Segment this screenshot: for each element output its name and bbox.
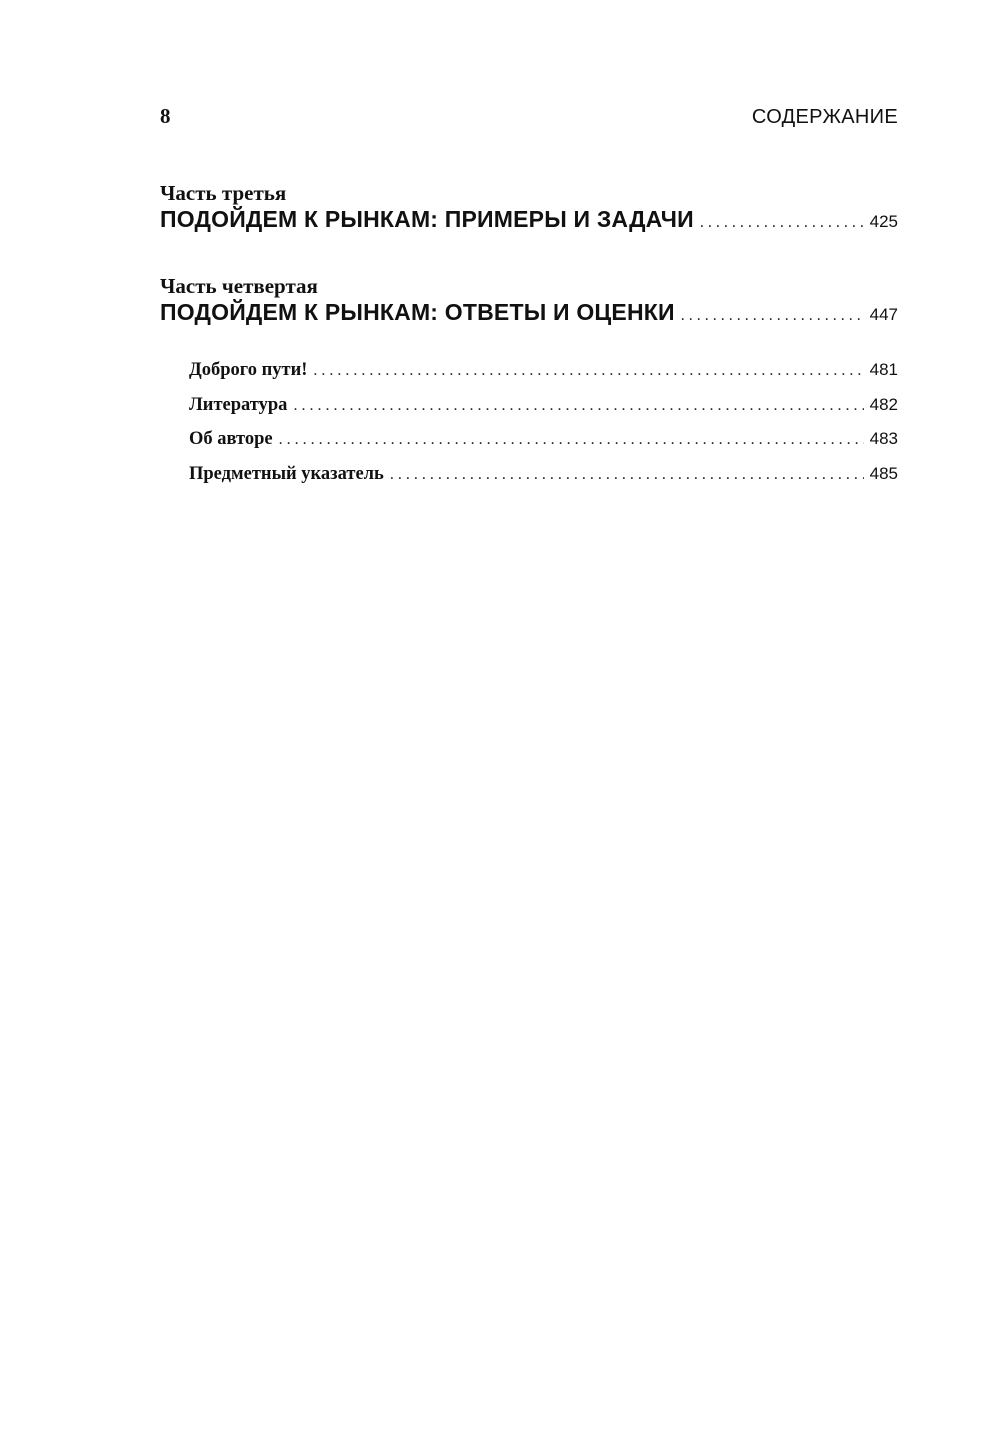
entry-title: Предметный указатель <box>189 463 384 484</box>
section-title: СОДЕРЖАНИЕ <box>751 106 898 128</box>
part-label: Часть третья <box>160 181 287 205</box>
entry-title: Доброго пути! <box>189 360 308 380</box>
running-head <box>160 104 898 134</box>
dot-leader <box>293 397 863 415</box>
dot-leader <box>279 431 864 449</box>
dot-leader <box>700 214 864 232</box>
page-ref: 482 <box>869 394 898 414</box>
toc-entry[interactable] <box>160 299 898 326</box>
toc-entry[interactable] <box>189 464 898 499</box>
toc-part-four <box>160 273 898 326</box>
page-ref: 481 <box>869 360 898 379</box>
toc-entry[interactable] <box>189 360 898 395</box>
dot-leader <box>313 362 863 380</box>
toc-part-three <box>160 180 898 233</box>
toc-entry[interactable] <box>160 206 898 233</box>
entry-title: Литература <box>189 394 288 415</box>
page-number: 8 <box>160 104 171 128</box>
part-title: ПОДОЙДЕМ К РЫНКАМ: ПРИМЕРЫ И ЗАДАЧИ <box>160 206 694 232</box>
toc-entry[interactable] <box>189 395 898 430</box>
toc-back-matter <box>189 360 898 498</box>
page-ref: 425 <box>869 212 898 231</box>
entry-title: Об авторе <box>189 429 273 450</box>
part-title: ПОДОЙДЕМ К РЫНКАМ: ОТВЕТЫ И ОЦЕНКИ <box>160 299 675 325</box>
page-ref: 483 <box>869 429 898 449</box>
part-label: Часть четвертая <box>160 274 318 298</box>
page-ref: 447 <box>869 305 898 324</box>
dot-leader <box>681 307 864 325</box>
toc-entry[interactable] <box>189 429 898 464</box>
dot-leader <box>390 466 864 484</box>
page-ref: 485 <box>869 463 898 483</box>
